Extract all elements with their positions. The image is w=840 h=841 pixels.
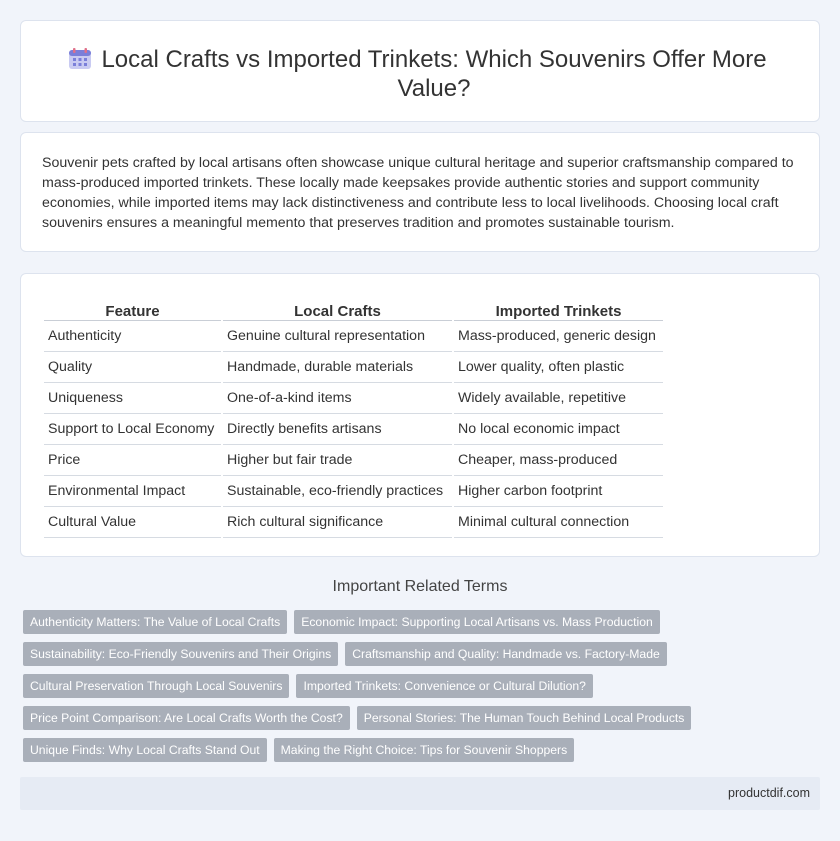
- table-cell: Handmade, durable materials: [223, 352, 452, 383]
- site-name[interactable]: productdif.com: [728, 786, 810, 800]
- related-term-tag[interactable]: Sustainability: Eco-Friendly Souvenirs and Their Origins: [23, 642, 338, 666]
- footer: [20, 777, 820, 810]
- related-term-tag[interactable]: Craftsmanship and Quality: Handmade vs. Factory-Made: [345, 642, 667, 666]
- tag-row: [23, 706, 823, 730]
- table-cell: Genuine cultural representation: [223, 321, 452, 352]
- related-term-tag[interactable]: Cultural Preservation Through Local Souvenirs: [23, 674, 289, 698]
- table-cell: No local economic impact: [454, 414, 663, 445]
- column-header-imported-trinkets: Imported Trinkets: [454, 297, 663, 321]
- table-row: [44, 507, 663, 538]
- tag-row: [23, 642, 823, 666]
- related-term-tag[interactable]: Price Point Comparison: Are Local Crafts Worth the Cost?: [23, 706, 350, 730]
- table-cell: Lower quality, often plastic: [454, 352, 663, 383]
- related-term-tag[interactable]: Authenticity Matters: The Value of Local Crafts: [23, 610, 287, 634]
- table-cell: Minimal cultural connection: [454, 507, 663, 538]
- table-row: [44, 352, 663, 383]
- table-cell: Widely available, repetitive: [454, 383, 663, 414]
- tag-row: [23, 674, 823, 698]
- title-card: [20, 20, 820, 122]
- table-cell: Directly benefits artisans: [223, 414, 452, 445]
- related-term-tag[interactable]: Unique Finds: Why Local Crafts Stand Out: [23, 738, 267, 762]
- related-terms-list: [23, 610, 823, 770]
- related-term-tag[interactable]: Imported Trinkets: Convenience or Cultural Dilution?: [296, 674, 592, 698]
- intro-card: [20, 132, 820, 252]
- table-row: [44, 414, 663, 445]
- table-cell: Uniqueness: [44, 383, 221, 414]
- tag-row: [23, 738, 823, 762]
- table-cell: Sustainable, eco-friendly practices: [223, 476, 452, 507]
- table-cell: Environmental Impact: [44, 476, 221, 507]
- related-terms-heading: Important Related Terms: [332, 578, 508, 595]
- table-cell: Quality: [44, 352, 221, 383]
- table-cell: Cultural Value: [44, 507, 221, 538]
- table-row: [44, 383, 663, 414]
- table-cell: Higher carbon footprint: [454, 476, 663, 507]
- table-row: [44, 476, 663, 507]
- table-header-row: [44, 297, 663, 321]
- related-term-tag[interactable]: Making the Right Choice: Tips for Souvenir Shoppers: [274, 738, 575, 762]
- related-term-tag[interactable]: Personal Stories: The Human Touch Behind Local Products: [357, 706, 692, 730]
- tag-row: [23, 610, 823, 634]
- intro-paragraph: Souvenir pets crafted by local artisans often showcase unique cultural heritage and superior craftsmanship compared to mass-produced imported trinkets. These locally made keepsakes provide authentic stories and support community economies, while imported items may lack distinctiveness and contribute less to local livelihoods. Choosing local craft souvenirs ensures a meaningful memento that preserves tradition and promotes sustainable tourism.: [42, 155, 794, 231]
- comparison-table: [42, 297, 665, 538]
- table-row: [44, 445, 663, 476]
- table-cell: Mass-produced, generic design: [454, 321, 663, 352]
- table-cell: Cheaper, mass-produced: [454, 445, 663, 476]
- table-cell: Authenticity: [44, 321, 221, 352]
- column-header-feature: Feature: [44, 297, 221, 321]
- column-header-local-crafts: Local Crafts: [223, 297, 452, 321]
- table-cell: Rich cultural significance: [223, 507, 452, 538]
- related-term-tag[interactable]: Economic Impact: Supporting Local Artisans vs. Mass Production: [294, 610, 660, 634]
- table-cell: Higher but fair trade: [223, 445, 452, 476]
- table-cell: One-of-a-kind items: [223, 383, 452, 414]
- table-row: [44, 321, 663, 352]
- table-cell: Price: [44, 445, 221, 476]
- table-cell: Support to Local Economy: [44, 414, 221, 445]
- comparison-card: [20, 273, 820, 557]
- page-title: Local Crafts vs Imported Trinkets: Which Souvenirs Offer More Value?: [101, 46, 767, 102]
